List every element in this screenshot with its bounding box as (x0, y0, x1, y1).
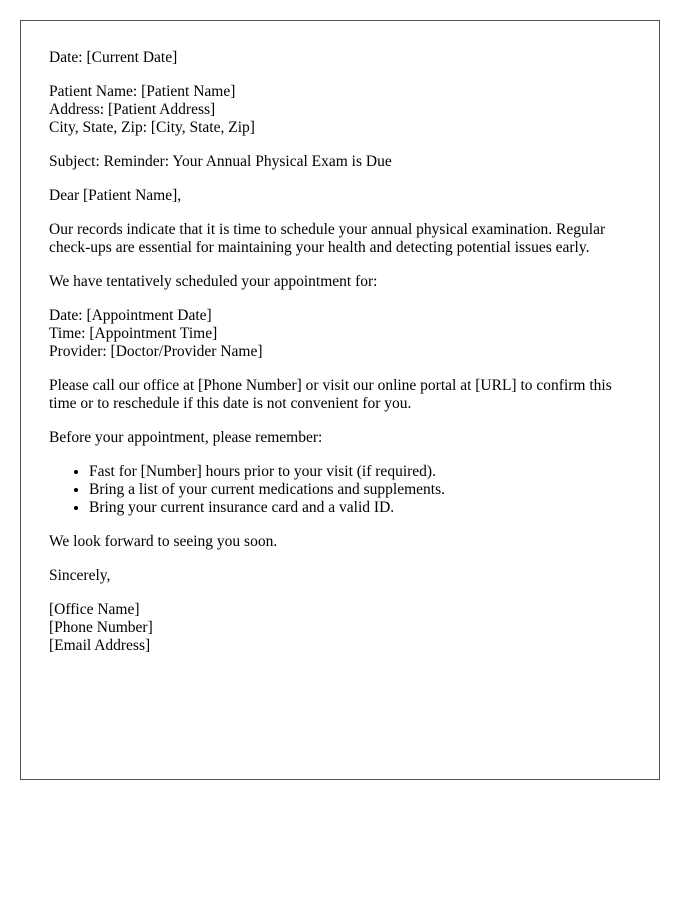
salutation: Dear [Patient Name], (49, 187, 182, 204)
appointment-time-line: Time: [Appointment Time] (49, 325, 218, 342)
office-name: [Office Name] (49, 601, 140, 618)
office-phone: [Phone Number] (49, 619, 153, 636)
appointment-details (49, 307, 639, 361)
closing-sentence: We look forward to seeing you soon. (49, 533, 278, 550)
patient-address-line: Address: [Patient Address] (49, 101, 216, 118)
salutation-block (49, 187, 639, 205)
date-block (49, 49, 639, 67)
list-item: • Bring your current insurance card and a valid ID. (89, 499, 639, 517)
sign-off-block (49, 567, 639, 585)
confirm-paragraph: Please call our office at [Phone Number] or visit our online portal at [URL] to confirm this time or to reschedule if this date is not convenient for you. (49, 377, 612, 412)
subject-line: Subject: Reminder: Your Annual Physical Exam is Due (49, 153, 392, 170)
intro-paragraph: Our records indicate that it is time to schedule your annual physical examination. Regular check-ups are essential for maintaining your health and detecting potential issues early. (49, 221, 606, 256)
list-item: • Fast for [Number] hours prior to your visit (if required). (89, 463, 639, 481)
scheduled-intro: We have tentatively scheduled your appointment for: (49, 273, 378, 290)
appointment-provider-line: Provider: [Doctor/Provider Name] (49, 343, 263, 360)
list-item: • Bring a list of your current medications and supplements. (89, 481, 639, 499)
reminder-list (49, 463, 639, 517)
subject-block (49, 153, 639, 171)
closing-block (49, 533, 639, 551)
appointment-date-line: Date: [Appointment Date] (49, 307, 212, 324)
signature-block (49, 601, 639, 655)
office-email: [Email Address] (49, 637, 151, 654)
current-date-line: Date: [Current Date] (49, 49, 178, 66)
letter-frame (20, 20, 660, 780)
scheduled-intro-block (49, 273, 639, 291)
reminder-intro-block (49, 429, 639, 447)
patient-name-line: Patient Name: [Patient Name] (49, 83, 236, 100)
sign-off: Sincerely, (49, 567, 111, 584)
letter-content (49, 49, 639, 655)
patient-city-line: City, State, Zip: [City, State, Zip] (49, 119, 255, 136)
reminder-intro: Before your appointment, please remember: (49, 429, 323, 446)
patient-info-block (49, 83, 639, 137)
